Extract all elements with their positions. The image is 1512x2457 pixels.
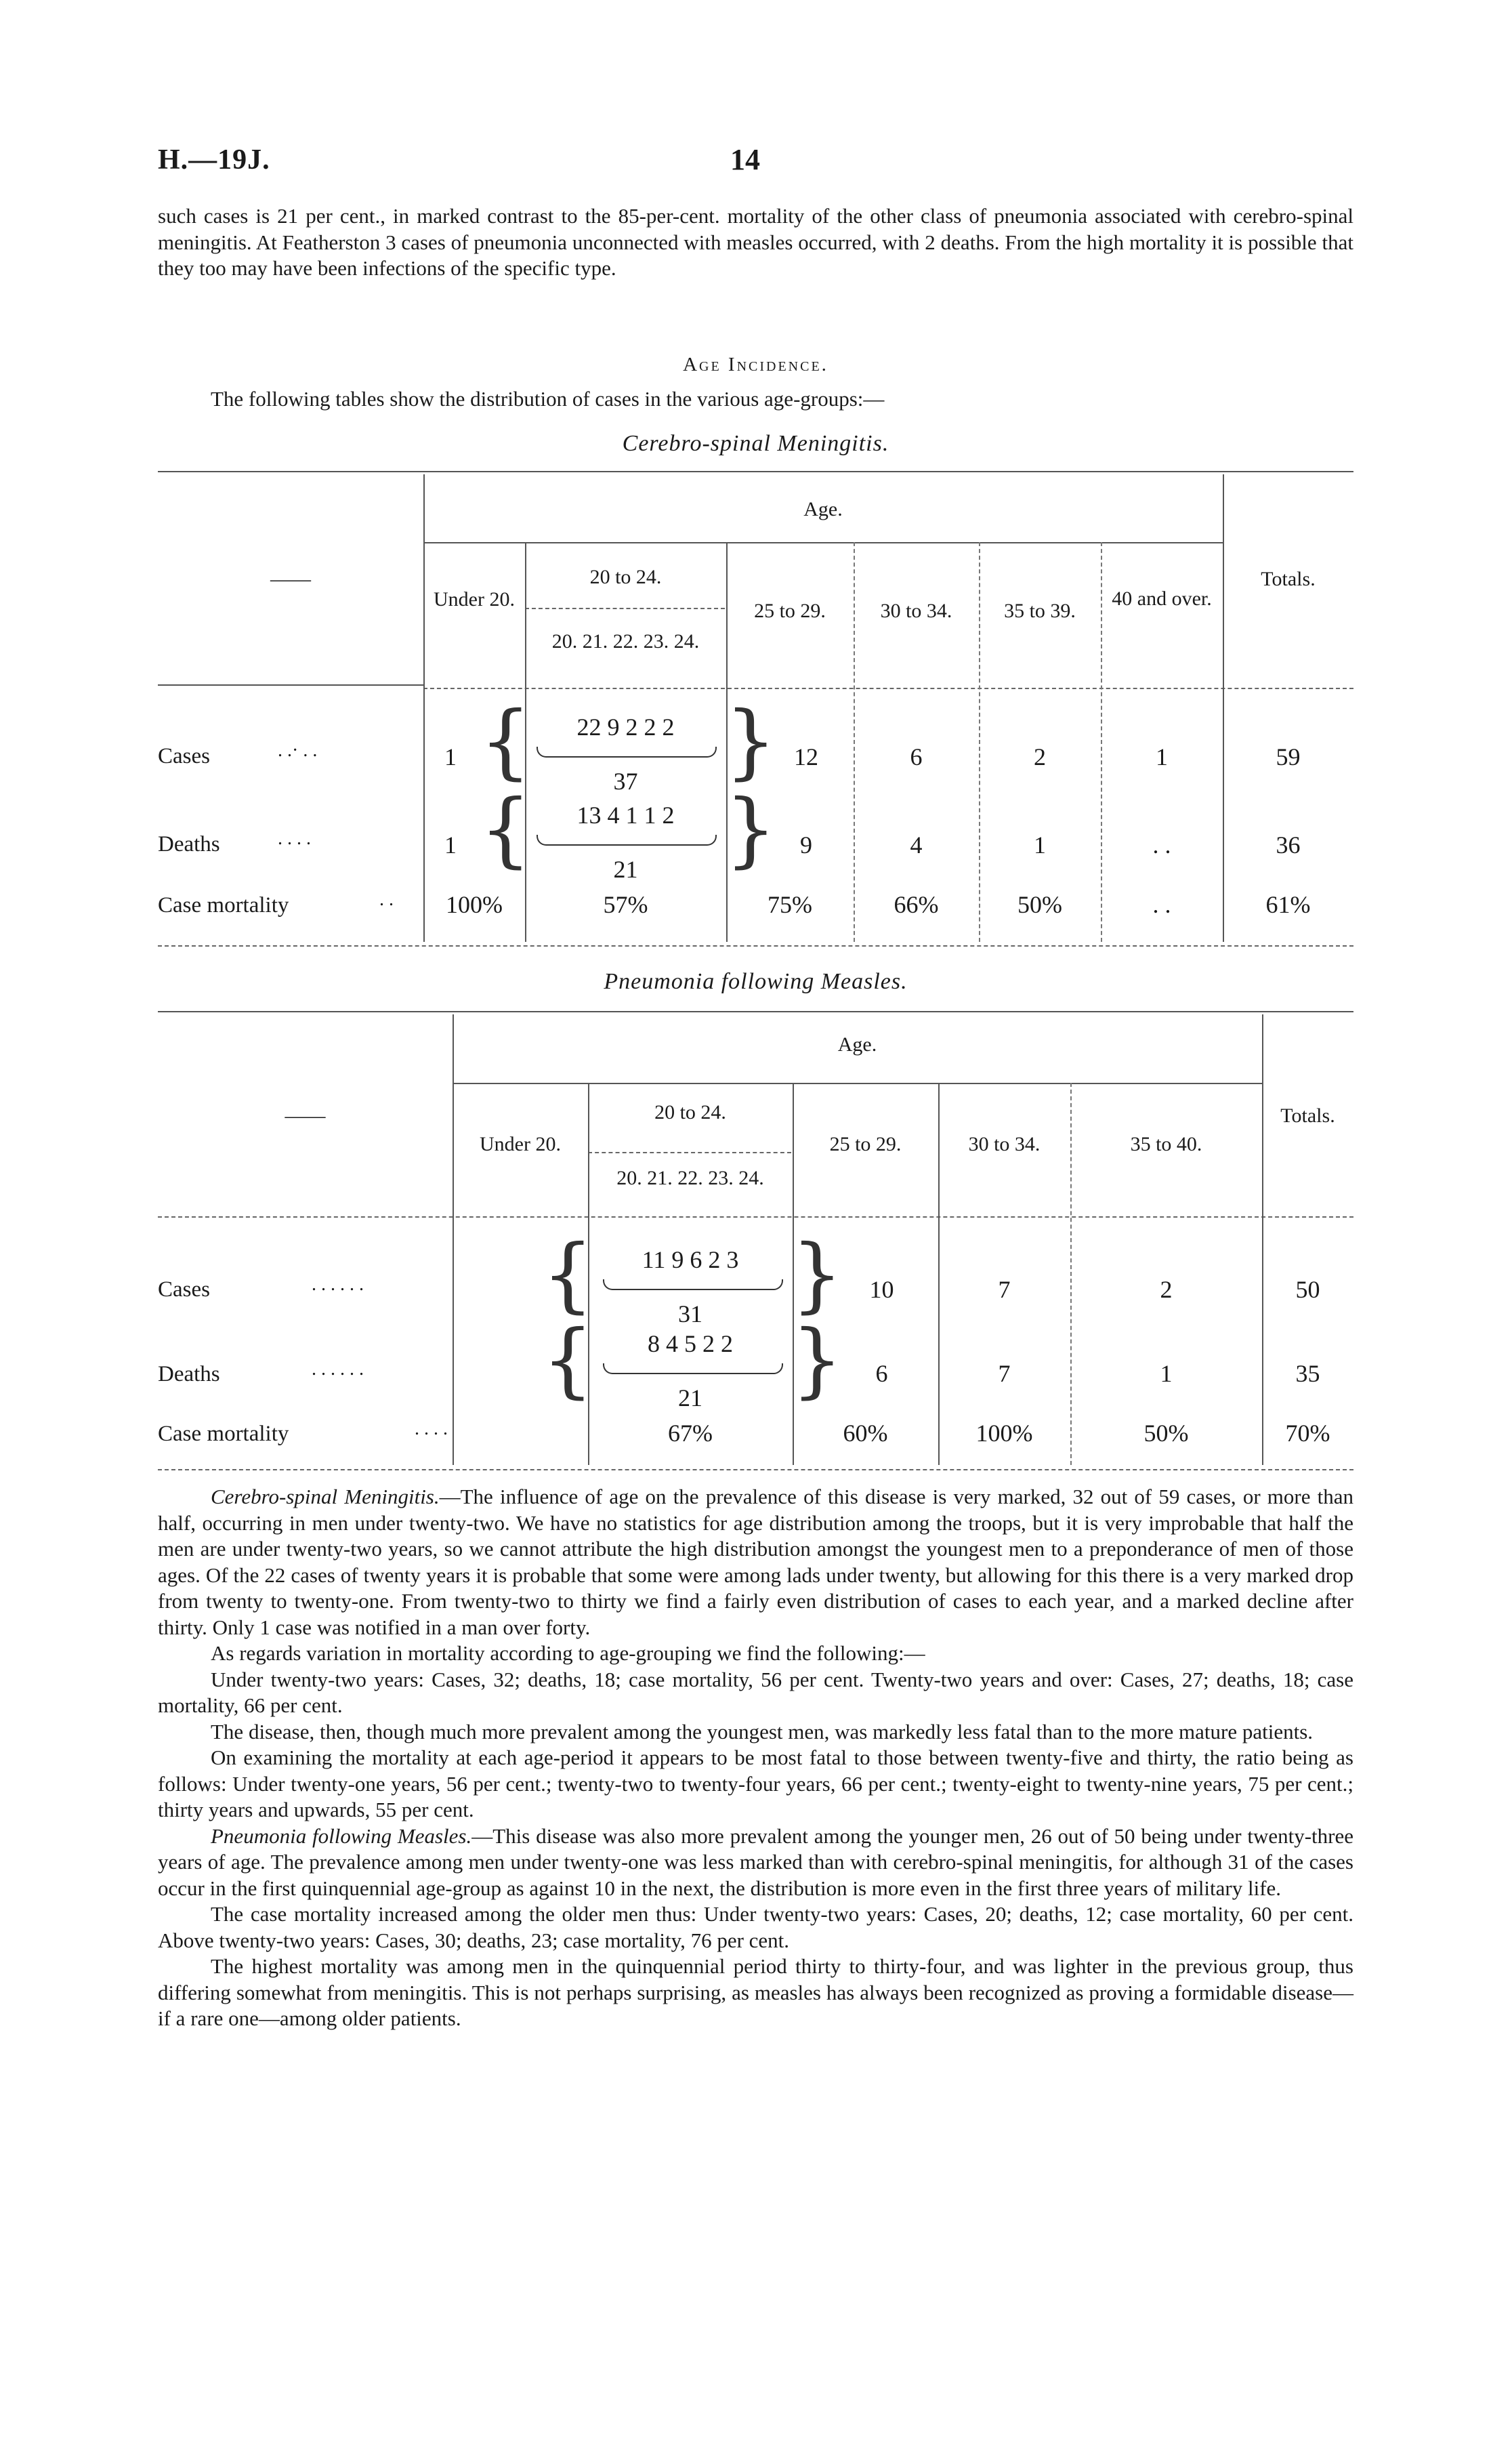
table2-col-20to24-years: 20. 21. 22. 23. 24.: [616, 1167, 764, 1189]
section-heading: Age Incidence.: [683, 354, 828, 375]
brace-left: {: [480, 695, 532, 789]
table1-cases-under20: 1: [444, 743, 457, 770]
table1-cases-group: 37: [613, 768, 638, 795]
table1-deaths-35to39: 1: [1034, 831, 1046, 859]
intro-paragraph: [158, 203, 1353, 282]
table2-cases-total: 50: [1295, 1276, 1320, 1303]
table1-cases-25to29: 12: [794, 743, 818, 770]
table1-col-under20: Under 20.: [434, 588, 515, 611]
brace-right: }: [791, 1313, 843, 1407]
table1-col-25to29: 25 to 29.: [754, 600, 826, 622]
table2-col-totals: Totals.: [1280, 1104, 1335, 1127]
table1-mortality-25to29: 75%: [768, 891, 812, 918]
table2-deaths-years: 8 4 5 2 2: [648, 1330, 733, 1357]
intro-text: such cases is 21 per cent., in marked contrast to the 85-per-cent. mortality of the other class of pneumonia associated with cerebro-spinal meningitis. At Featherston 3 cases of pneumonia unconnected with measles occurred, with 2 deaths. From the high mortality it is possible that they too may have been infections of the specific type.: [158, 204, 1353, 280]
table2-col-30to34: 30 to 34.: [968, 1133, 1041, 1155]
table2-col-20to24: 20 to 24.: [654, 1101, 726, 1123]
table1-mortality-35to39: 50%: [1017, 891, 1062, 918]
paragraph: The highest mortality was among men in the quinquennial period thirty to thirty-four, and was lighter in the previous group, thus differing somewhat from meningitis. This is not perhaps surprising, as measles has always been recognized as proving a formidable disease—if a rare one—among older patients.: [158, 1954, 1353, 2030]
table1-age-label: Age.: [803, 498, 843, 520]
table1-deaths-group: 21: [613, 856, 638, 883]
table2-row-mortality-label: Case mortality: [158, 1422, 289, 1446]
table1-deaths-25to29: 9: [800, 831, 812, 859]
table1-deaths-40over: . .: [1152, 831, 1171, 859]
table2-row-deaths-label: Deaths: [158, 1362, 220, 1386]
table2-blank-label: ——: [285, 1104, 326, 1127]
table2-deaths-35to40: 1: [1160, 1360, 1173, 1387]
paragraph: On examining the mortality at each age-period it appears to be most fatal to those between twenty-five and thirty, the ratio being as follows: Under twenty-one years, 56 per cent.; twenty-two to twenty-four years, 66 per cent.; twenty-eight to twenty-nine years, 75 per cent.; thirty years and upwards, 55 per cent.: [158, 1746, 1353, 1821]
table2-mortality-25to29: 60%: [843, 1420, 888, 1447]
table1-row-cases-dots: . .· . .: [278, 740, 318, 761]
table2-mortality-30to34: 100%: [975, 1420, 1033, 1447]
table2-row-mortality-dots: . . . .: [415, 1418, 448, 1439]
document-reference: H.—19J.: [158, 144, 270, 176]
table1-col-20to24-years: 20. 21. 22. 23. 24.: [551, 630, 700, 653]
table1-mortality-40over: . .: [1152, 891, 1171, 918]
table2-cases-group: 31: [678, 1300, 702, 1327]
table2-row-cases-label: Cases: [158, 1277, 210, 1302]
paragraph-lead: Cerebro-spinal Meningitis.: [211, 1485, 440, 1508]
table2-title: Pneumonia following Measles.: [604, 969, 908, 994]
brace-left: {: [480, 783, 532, 877]
table2-cases-35to40: 2: [1160, 1276, 1173, 1303]
body-text: [158, 1484, 1353, 2032]
table1-deaths-30to34: 4: [910, 831, 923, 859]
paragraph: The disease, then, though much more prevalent among the youngest men, was markedly less fatal than to the more mature patients.: [211, 1719, 1314, 1743]
brace-right: }: [725, 783, 777, 877]
table2-deaths-total: 35: [1295, 1360, 1320, 1387]
table1-mortality-total: 61%: [1265, 891, 1311, 918]
paragraph-lead: Pneumonia following Measles.: [211, 1823, 472, 1848]
table2-col-under20: Under 20.: [480, 1133, 561, 1155]
paragraph: Under twenty-two years: Cases, 32; deaths, 18; case mortality, 56 per cent. Twenty-two years and over: Cases, 27; deaths, 18; case mortality, 66 per cent.: [158, 1667, 1353, 1717]
table2-age-label: Age.: [837, 1033, 877, 1056]
table1-title: Cerebro-spinal Meningitis.: [622, 431, 889, 456]
table1-cases-40over: 1: [1156, 743, 1168, 770]
table1-row-cases-label: Cases: [158, 744, 210, 768]
table1-deaths-years: 13 4 1 1 2: [576, 802, 675, 829]
table2-row-deaths-dots: . . . . . .: [312, 1359, 364, 1380]
table1-mortality-group: 57%: [603, 891, 648, 918]
table2-deaths-30to34: 7: [998, 1360, 1011, 1387]
table1-cases-years: 22 9 2 2 2: [576, 714, 675, 741]
table1-col-30to34: 30 to 34.: [880, 600, 952, 622]
table1-col-40over: 40 and over.: [1112, 587, 1212, 610]
brace-left: {: [542, 1228, 594, 1322]
table2-deaths-25to29: 6: [875, 1360, 888, 1387]
brace-right: }: [791, 1228, 843, 1322]
table2-cases-25to29: 10: [869, 1276, 894, 1303]
table1-blank-label: ——: [270, 568, 311, 590]
table2-deaths-group: 21: [678, 1384, 702, 1411]
table1-cases-total: 59: [1276, 743, 1301, 770]
table1-row-mortality-dots: . .: [379, 889, 394, 910]
table1-row-deaths-label: Deaths: [158, 832, 220, 856]
table2-row-cases-dots: . . . . . .: [312, 1274, 364, 1295]
brace-left: {: [542, 1313, 594, 1407]
table2-mortality-group: 67%: [668, 1420, 713, 1447]
page-number: 14: [730, 143, 760, 176]
table2-col-35to40: 35 to 40.: [1130, 1133, 1202, 1155]
paragraph-pneumonia: Pneumonia following Measles.—This disease was also more prevalent among the younger men, 26 out of 50 being under twenty-three years of age. The prevalence among men under twenty-one was less marked than with cerebro-spinal meningitis, for although 31 of the cases occur in the first quinquennial age-group as against 10 in the next, the distribution is more even in the first three years of military life.: [158, 1823, 1353, 1900]
table2-col-25to29: 25 to 29.: [829, 1133, 902, 1155]
table1-cases-35to39: 2: [1034, 743, 1046, 770]
paragraph: As regards variation in mortality according to age-grouping we find the following:—: [211, 1641, 925, 1665]
table1-col-35to39: 35 to 39.: [1004, 600, 1076, 622]
table1-col-20to24: 20 to 24.: [589, 566, 662, 588]
table1-cases-30to34: 6: [910, 743, 923, 770]
table2-cases-30to34: 7: [998, 1276, 1011, 1303]
table2-cases-years: 11 9 6 2 3: [642, 1246, 739, 1273]
table1-row-deaths-dots: . . . .: [278, 828, 311, 849]
section-lead: The following tables show the distribution of cases in the various age-groups:—: [211, 387, 885, 411]
table1-mortality-30to34: 66%: [894, 891, 939, 918]
table1-col-totals: Totals.: [1261, 568, 1316, 590]
paragraph-meningitis: Cerebro-spinal Meningitis.—The influence of age on the prevalence of this disease is very marked, 32 out of 59 cases, or more than half, occurring in men under twenty-two. We have no statistics for age distribution among the troops, but it is very improbable that half the men are under twenty-two years, so we cannot attribute the high distribution amongst the youngest men to a preponderance of men of those ages. Of the 22 cases of twenty years it is probable that some were among lads under twenty, but allowing for this there is a very marked drop from twenty to twenty-one. From twenty-two to thirty we find a fairly even distribution of cases to each year, and a marked decline after thirty. Only 1 case was notified in a man over forty.: [158, 1485, 1353, 1639]
table1-deaths-under20: 1: [444, 831, 457, 859]
table1-mortality-under20: 100%: [446, 891, 503, 918]
table1-deaths-total: 36: [1276, 831, 1301, 859]
table2-mortality-total: 70%: [1285, 1420, 1330, 1447]
section-lead-block: [158, 386, 1353, 413]
table1-row-mortality-label: Case mortality: [158, 893, 289, 917]
table2-mortality-35to40: 50%: [1143, 1420, 1189, 1447]
paragraph: The case mortality increased among the older men thus: Under twenty-two years: Cases, 20; deaths, 12; case mortality, 60 per cent. Above twenty-two years: Cases, 30; deaths, 23; case mortality, 76 per cent.: [158, 1902, 1353, 1952]
brace-right: }: [725, 695, 777, 789]
